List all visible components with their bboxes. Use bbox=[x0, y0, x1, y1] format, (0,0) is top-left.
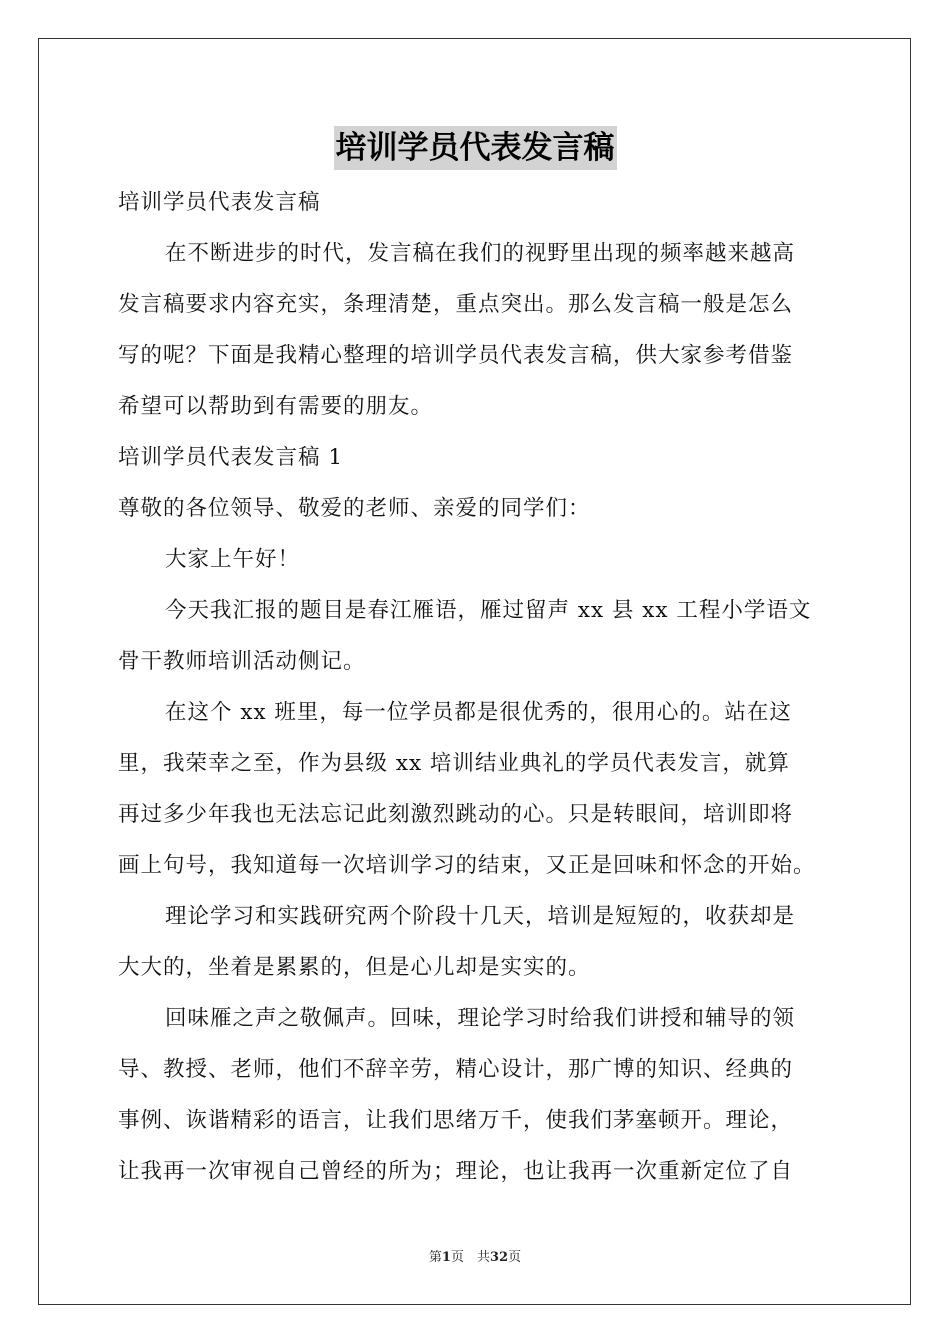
body-line: 写的呢？下面是我精心整理的培训学员代表发言稿，供大家参考借鉴 bbox=[118, 343, 794, 368]
body-line: 回味雁之声之敬佩声。回味，理论学习时给我们讲授和辅导的领 bbox=[165, 1006, 796, 1031]
salutation-line: 尊敬的各位领导、敬爱的老师、亲爱的同学们： bbox=[118, 496, 591, 521]
body-line: 导、教授、老师，他们不辞辛劳，精心设计，那广博的知识、经典的 bbox=[118, 1057, 794, 1082]
body-line: 希望可以帮助到有需要的朋友。 bbox=[118, 394, 434, 419]
body-line: 理论学习和实践研究两个阶段十几天，培训是短短的，收获却是 bbox=[165, 904, 796, 929]
footer-suffix: 页 bbox=[508, 1250, 522, 1265]
document-body bbox=[118, 177, 838, 1197]
body-line: 发言稿要求内容充实，条理清楚，重点突出。那么发言稿一般是怎么 bbox=[118, 292, 794, 317]
body-line: 在不断进步的时代，发言稿在我们的视野里出现的频率越来越高 bbox=[165, 241, 796, 266]
subtitle-line: 培训学员代表发言稿 bbox=[118, 190, 321, 215]
footer-prefix: 第 bbox=[428, 1250, 442, 1265]
footer-middle: 页 共 bbox=[450, 1250, 490, 1265]
body-line: 再过多少年我也无法忘记此刻激烈跳动的心。只是转眼间，培训即将 bbox=[118, 802, 794, 827]
section-heading: 培训学员代表发言稿 1 bbox=[118, 445, 344, 470]
body-line: 骨干教师培训活动侧记。 bbox=[118, 649, 366, 674]
page-footer bbox=[0, 1246, 950, 1265]
current-page-number: 1 bbox=[441, 1250, 451, 1265]
title-container bbox=[0, 126, 950, 170]
body-line: 大大的，坐着是累累的，但是心儿却是实实的。 bbox=[118, 955, 591, 980]
body-line: 让我再一次审视自己曾经的所为；理论，也让我再一次重新定位了自 bbox=[118, 1159, 794, 1184]
document-title: 培训学员代表发言稿 bbox=[334, 126, 617, 170]
body-line: 画上句号，我知道每一次培训学习的结束，又正是回味和怀念的开始。 bbox=[118, 853, 816, 878]
greeting-line: 大家上午好！ bbox=[165, 547, 301, 572]
body-line: 里，我荣幸之至，作为县级 xx 培训结业典礼的学员代表发言，就算 bbox=[118, 751, 790, 776]
total-pages-number: 32 bbox=[489, 1250, 509, 1265]
body-line: 事例、诙谐精彩的语言，让我们思绪万千，使我们茅塞顿开。理论， bbox=[118, 1108, 794, 1133]
body-line: 在这个 xx 班里，每一位学员都是很优秀的，很用心的。站在这 bbox=[165, 700, 792, 725]
body-line: 今天我汇报的题目是春江雁语，雁过留声 xx 县 xx 工程小学语文 bbox=[165, 598, 812, 623]
